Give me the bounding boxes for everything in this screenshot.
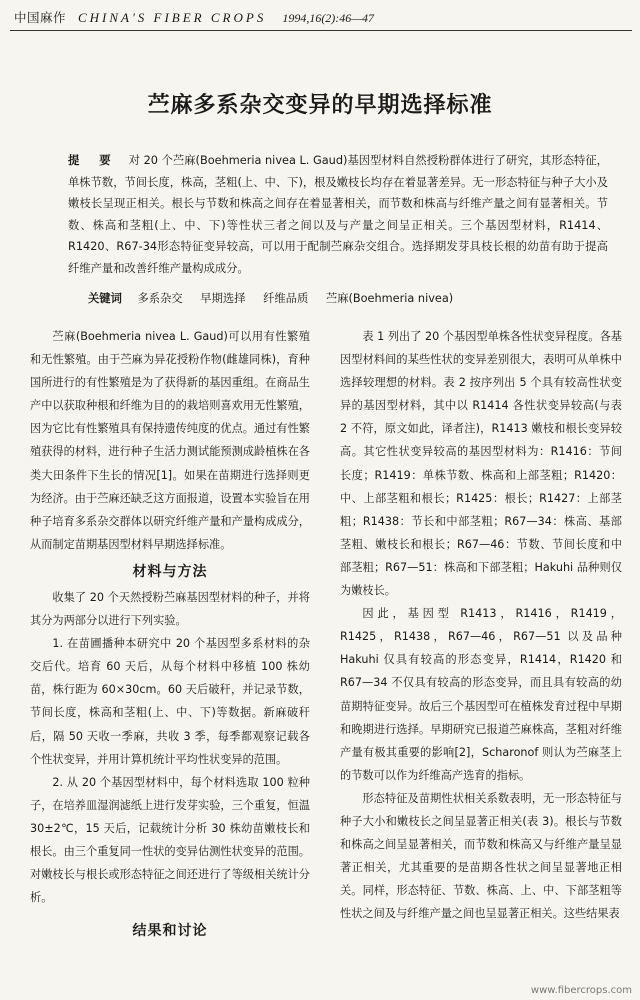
journal-name: 中国麻作 [14,10,67,25]
section-heading-results: 结果和讨论 [132,923,208,940]
keyword: 早期选择 [200,292,246,305]
site-watermark: www.fibercrops.com [530,985,632,996]
header-rule [10,30,632,31]
methods-intro-paragraph: 收集了 20 个天然授粉苎麻基因型材料的种子，并将其分为两部分以进行下列实验。 [30,590,310,628]
methods-step-1: 1. 在苗圃播种本研究中 20 个基因型多系材料的杂交后代。培育 60 天后，从每个材料中移植 100 株幼苗，株行距为 60×30cm。60 天后破秆，并记录节数，节间长度，株高和茎粗(上、中、下)等数据。新麻破秆后，隔 50 天收一季麻，共收 3 季，每季都观察记载各个性状变异，并用计算机统计平均性状变异的范围。 [30,637,310,766]
abstract [68,150,608,279]
results-paragraph-3: 形态特征及苗期性状相关系数表明，无一形态特征与种子大小和嫩枝长之间呈显著正相关(表 3)。根长与节数和株高之间呈显著相关，而节数和株高又与纤维产量呈显著正相关，尤其重要的是苗期各性状之间呈显著地正相关。同样，形态特征、节数、株高、上、中、下部茎粗等性状之间及与纤维产量之间也呈显著正相关。这些结果表 [340,791,622,921]
keyword: 多系杂交 [137,292,183,305]
right-column [340,325,622,925]
abstract-text: 对 20 个苎麻(Boehmeria nivea L. Gaud)基因型材料自然授粉群体进行了研究，其形态特征，单株节数，节间长度，株高，茎粗(上、中、下)，根及嫩枝长均存在着显著差异。无一形态特征与种子大小及嫩枝长呈现正相关。根长与节数和株高之间存在着显著相关，而节数和株高与纤维产量之间有显著相关。节数、株高和茎粗(上、中、下)等性状三者之间以及与产量之间呈正相关。三个基因型材料，R1414、R1420、R67-34形态特征变异较高，可以用于配制苎麻杂交组合。选择期发芽具枝长根的幼苗有助于提高纤维产量和改善纤维产量构成成分。 [68,154,608,275]
left-column [30,325,310,945]
section-heading-methods: 材料与方法 [132,563,208,580]
keyword: 苎麻(Boehmeria nivea) [325,292,454,305]
paper-title: 苎麻多系杂交变异的早期选择标准 [147,93,493,118]
citation: 1994,16(2):46—47 [282,11,374,25]
journal-name-en: CHINA'S FIBER CROPS [78,10,267,25]
keywords [88,290,608,306]
abstract-label: 提 要 [68,154,119,167]
methods-step-2: 2. 从 20 个基因型材料中，每个材料选取 100 粒种子，在培养皿湿润滤纸上进行发芽实验，三个重复，恒温 30±2℃，15 天后，记载统计分析 30 株幼苗嫩枝长和根长。由三个重复同一性状的变异估测性状变异的范围。对嫩枝长与根长或形态特征之间还进行了等级相关统计分析。 [30,775,310,905]
results-paragraph-2: 因此，基因型 R1413，R1416，R1419，R1425，R1438，R67—46，R67—51 以及品种 Hakuhi 仅具有较高的形态变异，R1414，R1420 和 R67—34 不仅具有较高的形态变异，而且具有较高的幼苗期特征变异。故后三个基因型可在植株发育过程中早期和晚期进行选择。早期研究已报道苎麻株高，茎粗对纤维产量有极其重要的影响[2]，Scharonof 则认为苎麻茎上的节数可以作为纤维高产选育的指标。 [340,607,622,782]
keyword: 纤维品质 [263,292,309,305]
intro-paragraph: 苎麻(Boehmeria nivea L. Gaud)可以用有性繁殖和无性繁殖。由于苎麻为异花授粉作物(雌雄同株)，育种国所进行的有性繁殖是为了获得新的基因重组。在商品生产中以获取种根和纤维为目的的栽培则喜欢用无性繁殖，因为它比有性繁殖具有保持遗传纯度的优点。通过有性繁殖获得的材料，进行种子生活力测试能预测成龄植株在各类大田条件下生长的情况[1]。如果在苗期进行选择则更为经济。由于苎麻还缺乏这方面报道，设置本实验旨在用种子培育多系杂交群体以研究纤维产量和产量构成成分，从而制定苗期基因型材料早期选择标准。 [30,330,310,551]
journal-header [14,8,630,28]
keywords-label: 关键词 [88,292,122,305]
results-paragraph-1: 表 1 列出了 20 个基因型单株各性状变异程度。各基因型材料间的某些性状的变异差别很大，表明可从单株中选择较理想的材料。表 2 按序列出 5 个具有较高性状变异的基因型材料，其中以 R1414 各性状变异较高(与表 2 不符，原文如此，译者注)，R1413 嫩枝和根长变异较高。其它性状变异较高的基因型材料为：R1416：节间长度；R1419：单株节数、株高和上部茎粗；R1420：中、上部茎粗和根长；R1425：根长；R1427：上部茎粗；R1438：节长和中部茎粗；R67—34：株高、基部茎粗、嫩枝长和根长；R67—46：节数、节间长度和中部茎粗；R67—51：株高和下部茎粗；Hakuhi 品种则仅为嫩枝长。 [340,330,622,598]
